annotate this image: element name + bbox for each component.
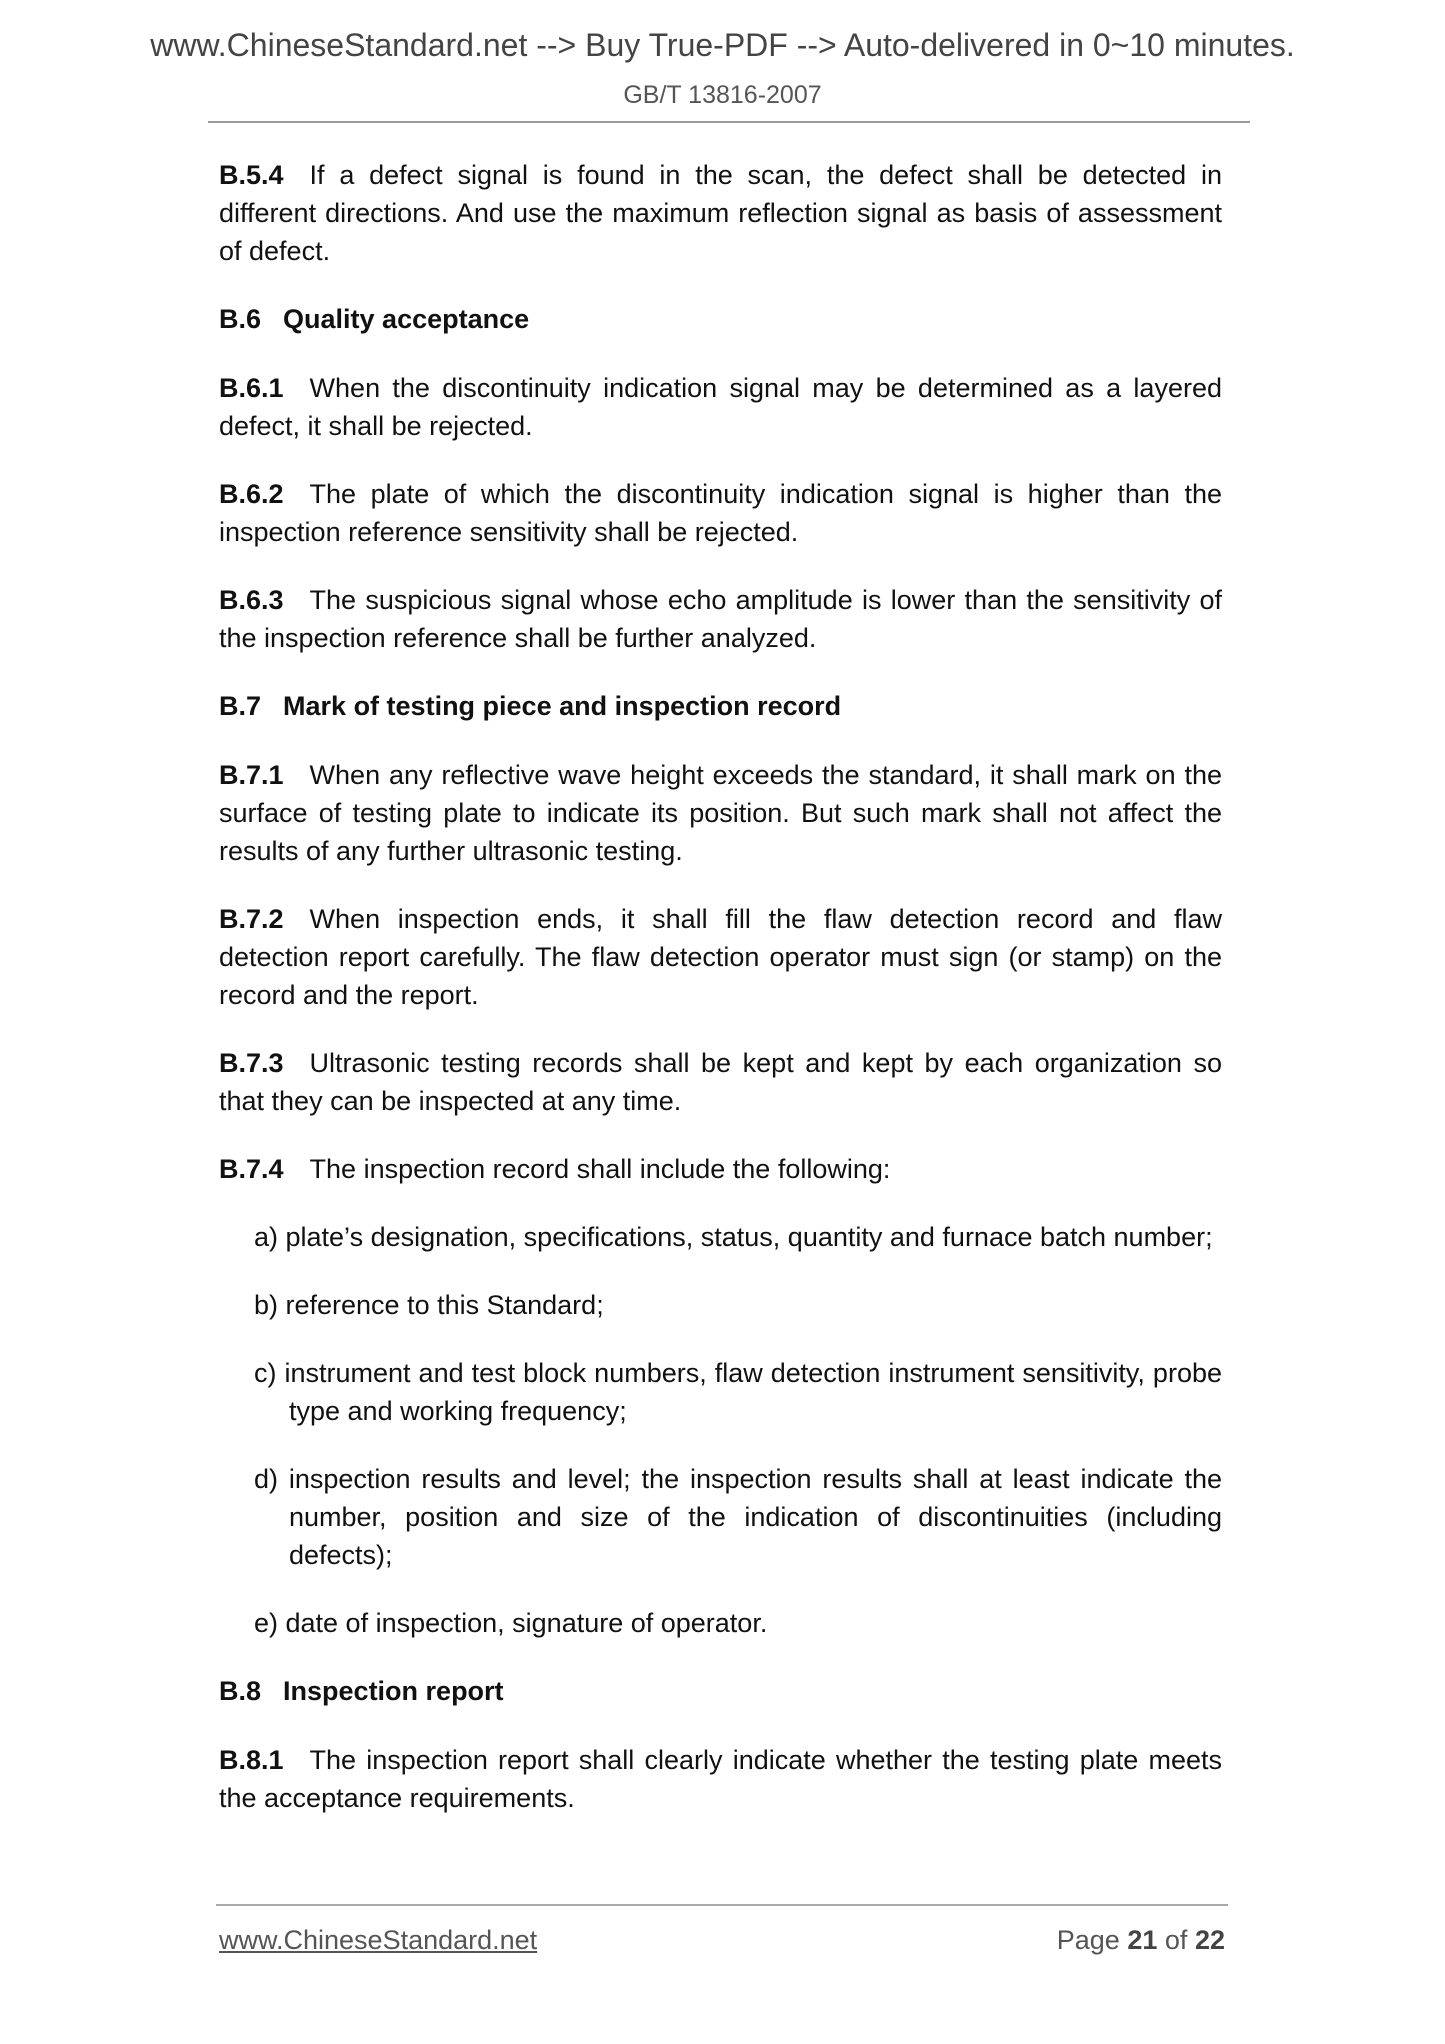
- clause-paragraph: [219, 156, 1222, 270]
- footer-link[interactable]: www.ChineseStandard.net: [219, 1925, 538, 1955]
- clause-number: B.6.1: [219, 373, 284, 403]
- clause-number: B.5.4: [219, 160, 284, 190]
- clause-paragraph: [219, 581, 1222, 657]
- clause-paragraph: [219, 756, 1222, 870]
- clause-text: If a defect signal is found in the scan, the defect shall be detected in different directions. And use the maximum reflection signal as basis of assessment of defect.: [219, 160, 1222, 266]
- clause-text: When the discontinuity indication signal may be determined as a layered defect, it shall be rejected.: [219, 373, 1222, 441]
- list-item: [254, 1604, 1222, 1642]
- list-item: [254, 1354, 1222, 1430]
- clause-text: When inspection ends, it shall fill the flaw detection record and flaw detection report carefully. The flaw detection operator must sign (or stamp) on the record and the report.: [219, 904, 1222, 1010]
- clause-number: B.7.2: [219, 904, 284, 934]
- clause-text: When any reflective wave height exceeds the standard, it shall mark on the surface of testing plate to indicate its position. But such mark shall not affect the results of any further ultrasonic testing.: [219, 760, 1222, 866]
- clause-text: Ultrasonic testing records shall be kept and kept by each organization so that they can be inspected at any time.: [219, 1048, 1222, 1116]
- clause-number: B.8.1: [219, 1745, 284, 1775]
- section-heading: [219, 1672, 1222, 1710]
- clause-text: b) reference to this Standard;: [254, 1290, 604, 1320]
- clause-text: e) date of inspection, signature of operator.: [254, 1608, 768, 1638]
- section-heading: [219, 300, 1222, 338]
- clause-number: B.6.3: [219, 585, 284, 615]
- clause-text: Mark of testing piece and inspection record: [283, 691, 842, 721]
- header-divider: [208, 121, 1250, 123]
- clause-number: B.7.4: [219, 1154, 284, 1184]
- clause-number: B.6.2: [219, 479, 284, 509]
- clause-number: B.8: [219, 1676, 262, 1706]
- clause-paragraph: [219, 475, 1222, 551]
- clause-number: B.7: [219, 691, 262, 721]
- clause-text: Inspection report: [283, 1676, 504, 1706]
- clause-paragraph: [219, 369, 1222, 445]
- page-total: 22: [1194, 1925, 1225, 1955]
- clause-paragraph: [219, 1044, 1222, 1120]
- page-of: of: [1164, 1925, 1188, 1955]
- clause-text: The inspection record shall include the following:: [309, 1154, 891, 1184]
- footer-divider: [216, 1904, 1228, 1906]
- header-banner: www.ChineseStandard.net --> Buy True-PDF --> Auto-delivered in 0~10 minutes.: [150, 27, 1295, 63]
- clause-text: Quality acceptance: [283, 304, 530, 334]
- clause-number: B.7.3: [219, 1048, 284, 1078]
- clause-number: B.7.1: [219, 760, 284, 790]
- clause-text: The suspicious signal whose echo amplitude is lower than the sensitivity of the inspection reference shall be further analyzed.: [219, 585, 1222, 653]
- list-item: [254, 1460, 1222, 1574]
- clause-text: The inspection report shall clearly indicate whether the testing plate meets the acceptance requirements.: [219, 1745, 1222, 1813]
- clause-text: The plate of which the discontinuity indication signal is higher than the inspection reference sensitivity shall be rejected.: [219, 479, 1222, 547]
- clause-paragraph: [219, 1741, 1222, 1817]
- clause-number: B.6: [219, 304, 262, 334]
- clause-text: c) instrument and test block numbers, flaw detection instrument sensitivity, probe type and working frequency;: [254, 1358, 1222, 1426]
- clause-paragraph: [219, 900, 1222, 1014]
- clause-paragraph: [219, 1150, 1222, 1188]
- list-item: [254, 1286, 1222, 1324]
- section-heading: [219, 687, 1222, 725]
- document-code: GB/T 13816-2007: [623, 81, 822, 109]
- list-item: [254, 1218, 1222, 1256]
- page-number: 21: [1127, 1925, 1158, 1955]
- page-indicator: [1057, 1925, 1225, 1956]
- page-label: Page: [1056, 1925, 1120, 1955]
- clause-text: a) plate’s designation, specifications, status, quantity and furnace batch number;: [254, 1222, 1213, 1252]
- clause-text: d) inspection results and level; the inspection results shall at least indicate the number, position and size of the indication of discontinuities (including defects);: [254, 1464, 1222, 1570]
- document-body: [219, 156, 1222, 1847]
